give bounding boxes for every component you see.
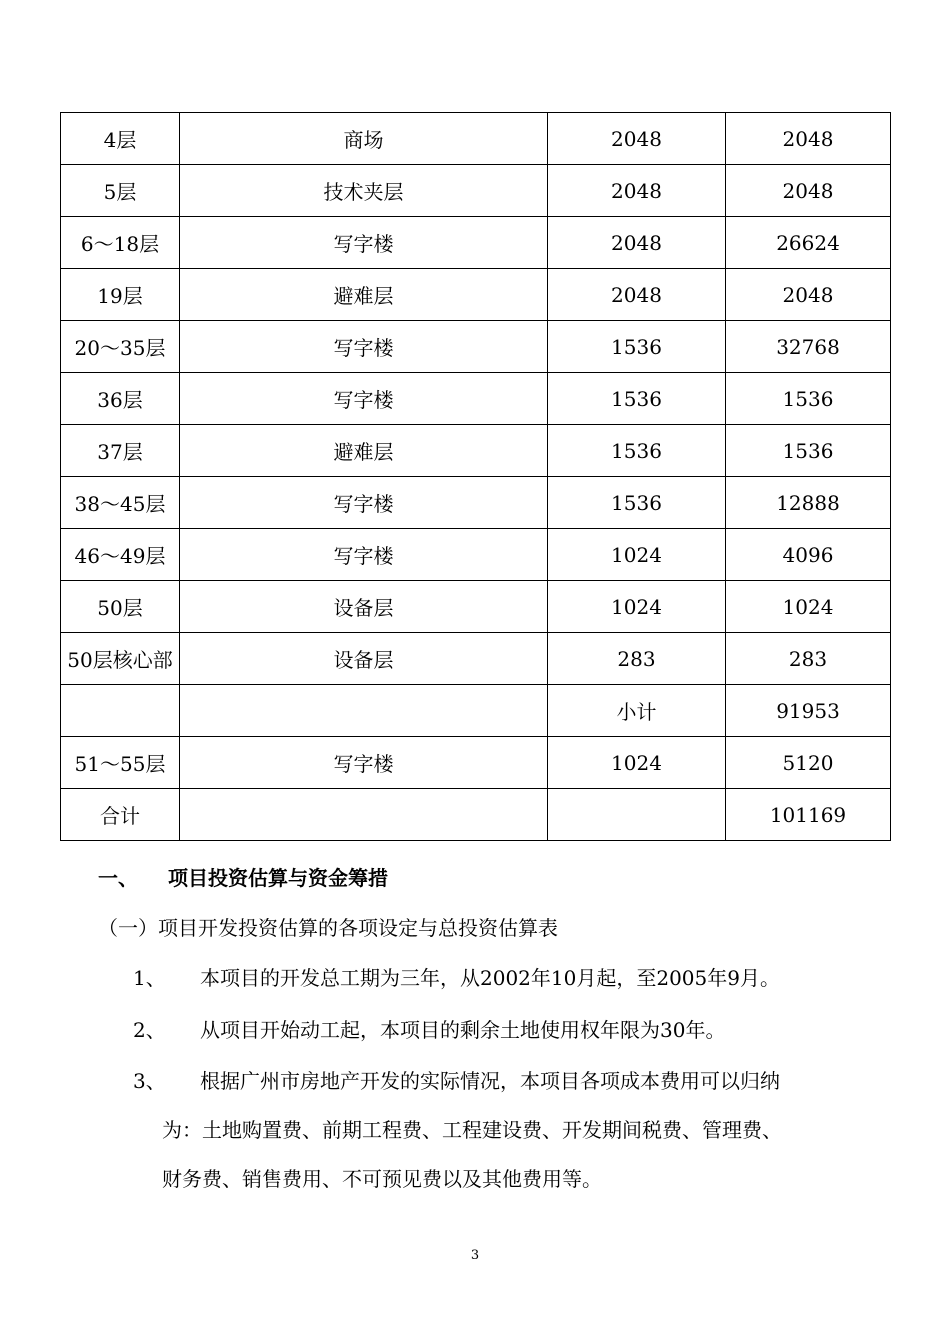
table-row (61, 113, 891, 165)
floor-area-cell: 1024 (548, 581, 726, 633)
floor-area-cell: 2048 (548, 113, 726, 165)
table-row (61, 477, 891, 529)
use-cell: 避难层 (180, 269, 548, 321)
floor-area-cell: 1536 (548, 373, 726, 425)
total-value-cell: 101169 (726, 789, 891, 841)
subtotal-row (61, 685, 891, 737)
table-row (61, 737, 891, 789)
table-row (61, 373, 891, 425)
total-area-cell: 5120 (726, 737, 891, 789)
floor-area-table (60, 112, 891, 841)
floor-area-cell (548, 789, 726, 841)
floor-area-cell: 2048 (548, 165, 726, 217)
use-cell: 避难层 (180, 425, 548, 477)
total-area-cell: 1024 (726, 581, 891, 633)
total-area-cell: 2048 (726, 165, 891, 217)
floor-cell: 5层 (61, 165, 180, 217)
floor-cell: 37层 (61, 425, 180, 477)
section-number: 一、 (98, 866, 138, 890)
floor-area-cell: 283 (548, 633, 726, 685)
total-row (61, 789, 891, 841)
table-row (61, 269, 891, 321)
section-heading (98, 862, 388, 891)
total-area-cell: 26624 (726, 217, 891, 269)
table-row (61, 581, 891, 633)
use-cell: 设备层 (180, 633, 548, 685)
table-row (61, 321, 891, 373)
use-cell: 商场 (180, 113, 548, 165)
total-area-cell: 2048 (726, 113, 891, 165)
floor-cell: 36层 (61, 373, 180, 425)
total-label-cell: 合计 (61, 789, 180, 841)
use-cell: 写字楼 (180, 477, 548, 529)
floor-area-cell: 1024 (548, 737, 726, 789)
floor-cell: 51～55层 (61, 737, 180, 789)
floor-area-cell: 1536 (548, 425, 726, 477)
list-item-continuation: 为：土地购置费、前期工程费、工程建设费、开发期间税费、管理费、 (162, 1118, 782, 1142)
floor-cell: 38～45层 (61, 477, 180, 529)
floor-area-cell: 1024 (548, 529, 726, 581)
list-item-text: 从项目开始动工起，本项目的剩余土地使用权年限为30年。 (200, 1018, 726, 1042)
floor-cell: 50层 (61, 581, 180, 633)
floor-area-cell: 2048 (548, 269, 726, 321)
list-item-continuation: 财务费、销售费用、不可预见费以及其他费用等。 (162, 1167, 602, 1191)
total-area-cell: 12888 (726, 477, 891, 529)
table-row (61, 425, 891, 477)
total-area-cell: 1536 (726, 425, 891, 477)
use-cell: 技术夹层 (180, 165, 548, 217)
table-row (61, 217, 891, 269)
list-item-index: 3、 (133, 1069, 166, 1093)
use-cell: 写字楼 (180, 321, 548, 373)
use-cell: 写字楼 (180, 373, 548, 425)
use-cell: 设备层 (180, 581, 548, 633)
floor-area-cell: 2048 (548, 217, 726, 269)
subsection-heading: （一）项目开发投资估算的各项设定与总投资估算表 (98, 916, 558, 940)
floor-cell: 50层核心部 (61, 633, 180, 685)
floor-area-cell: 1536 (548, 321, 726, 373)
list-item-index: 2、 (133, 1018, 166, 1042)
table-row (61, 633, 891, 685)
use-cell (180, 789, 548, 841)
floor-cell: 4层 (61, 113, 180, 165)
total-area-cell: 1536 (726, 373, 891, 425)
list-item-text: 本项目的开发总工期为三年，从2002年10月起，至2005年9月。 (200, 966, 780, 990)
list-item-index: 1、 (133, 966, 166, 990)
subtotal-label-cell: 小计 (548, 685, 726, 737)
use-cell: 写字楼 (180, 217, 548, 269)
floor-cell: 46～49层 (61, 529, 180, 581)
table-row (61, 529, 891, 581)
total-area-cell: 2048 (726, 269, 891, 321)
total-area-cell: 32768 (726, 321, 891, 373)
page-number: 3 (470, 1248, 480, 1263)
subtotal-value-cell: 91953 (726, 685, 891, 737)
floor-area-cell: 1536 (548, 477, 726, 529)
floor-cell: 6～18层 (61, 217, 180, 269)
use-cell: 写字楼 (180, 737, 548, 789)
floor-cell (61, 685, 180, 737)
use-cell: 写字楼 (180, 529, 548, 581)
use-cell (180, 685, 548, 737)
table-row (61, 165, 891, 217)
floor-cell: 20～35层 (61, 321, 180, 373)
total-area-cell: 4096 (726, 529, 891, 581)
total-area-cell: 283 (726, 633, 891, 685)
section-title: 项目投资估算与资金筹措 (168, 866, 388, 890)
floor-cell: 19层 (61, 269, 180, 321)
list-item-text: 根据广州市房地产开发的实际情况，本项目各项成本费用可以归纳 (200, 1069, 780, 1093)
